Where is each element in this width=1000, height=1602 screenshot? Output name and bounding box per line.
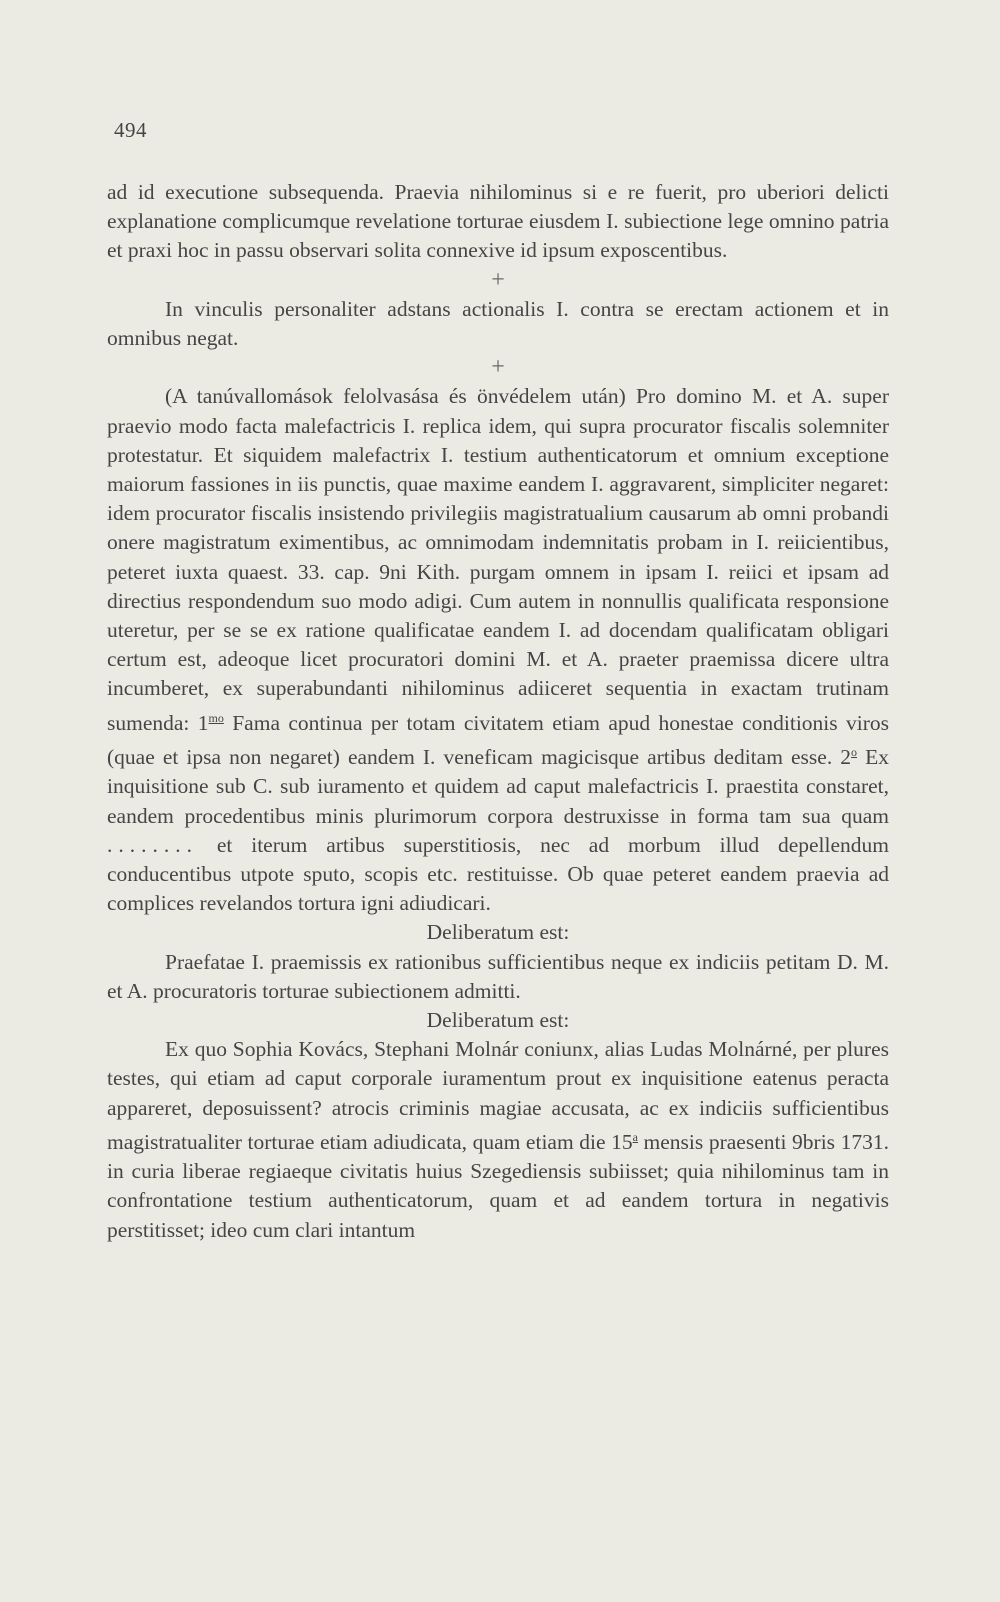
- ellipsis-dots: ........: [107, 832, 198, 857]
- body-text: [107, 178, 889, 1245]
- paragraph-5: [107, 1035, 889, 1245]
- deliberatum-heading-1: Deliberatum est:: [426, 920, 570, 945]
- ordinal-superscript-3: a: [632, 1129, 638, 1144]
- paragraph-3-part-a: (A tanúvallomások felolvasása és önvédelem után) Pro domino M. et A. super praevio modo facta malefactricis I. replica idem, qui supra procurator fiscalis solemniter protestatur. Et siquidem malefactrix I. testium authenticatorum et omnium exceptione maiorum fassiones in iis punctis, quae maxime eandem I. aggravarent, simpliciter negaret: idem procurator fiscalis insistendo privilegiis magistratualium causarum ab omni probandi onere magistratum eximentibus, ac omnimodam indemnitatis probam in I. reiicientibus, peteret iuxta quaest. 33. cap. 9ni Kith. purgam omnem in ipsam I. reiici et ipsam ad directius respondendum suo modo adigi. Cum autem in nonnullis qualificata responsione uteretur, per se se ex ratione qualificatae eandem I. ad docendam qualificatam obligari certum est, adeoque licet procuratori domini M. et A. praeter praemissa dicere ultra incumberet, ex superabundanti nihilominus adiiceret sequentia in exactam trutinam sumenda: 1: [107, 384, 889, 735]
- paragraph-3-part-d: et iterum artibus superstitiosis, nec ad morbum illud depellendum conducentibus utpote sputo, scopis etc. restituisse. Ob quae peteret eandem praevia ad complices revelandos tortura igni adiudicari.: [107, 832, 889, 916]
- ordinal-superscript-1: mo: [208, 710, 224, 725]
- paragraph-4: Praefatae I. praemissis ex rationibus sufficientibus neque ex indiciis petitam D. M. et A. procuratoris torturae subiectionem admitti.: [107, 949, 889, 1003]
- cross-mark-2: +: [491, 354, 505, 381]
- deliberatum-heading-2: Deliberatum est:: [426, 1007, 570, 1032]
- paragraph-2: In vinculis personaliter adstans actionalis I. contra se erectam actionem et in omnibus negat.: [107, 296, 889, 350]
- paragraph-1: ad id executione subsequenda. Praevia nihilominus si e re fuerit, pro uberiori delicti explanatione complicumque revelatione torturae eiusdem I. subiectione lege omnino patria et praxi hoc in passu observari solita connexive id ipsum exposcentibus.: [107, 180, 889, 263]
- ordinal-superscript-2: o: [851, 744, 858, 759]
- page-number: 494: [114, 118, 147, 142]
- paragraph-5-part-b: mensis praesenti 9bris 1731. in curia liberae regiaeque civitatis huius Szegediensis subiisset; quia nihilominus tam in confrontatione testium authenticatorum, quam et ad eandem tortura in negativis perstitisset; ideo cum clari intantum: [107, 1129, 889, 1242]
- cross-mark-1: +: [491, 266, 505, 293]
- paragraph-3-part-c: Ex inquisitione sub C. sub iuramento et quidem ad caput malefactricis I. praestita constaret, eandem procedentibus minis plurimorum corpora destruxisse in forma tam sua quam: [107, 745, 889, 828]
- paragraph-3-part-b: Fama continua per totam civitatem etiam apud honestae conditionis viros (quae et ipsa non negaret) eandem I. veneficam magicisque artibus deditam esse. 2: [107, 710, 889, 770]
- paragraph-5-part-a: Ex quo Sophia Kovács, Stephani Molnár coniunx, alias Ludas Molnárné, per plures testes, qui etiam ad caput corporale iuramentum prout ex inquisitione eatenus peracta appareret, deposuissent? atrocis criminis magiae accusata, ac ex indiciis sufficientibus magistratualiter torturae etiam adiudicata, quam etiam die 15: [107, 1037, 889, 1154]
- paragraph-3: [107, 382, 889, 918]
